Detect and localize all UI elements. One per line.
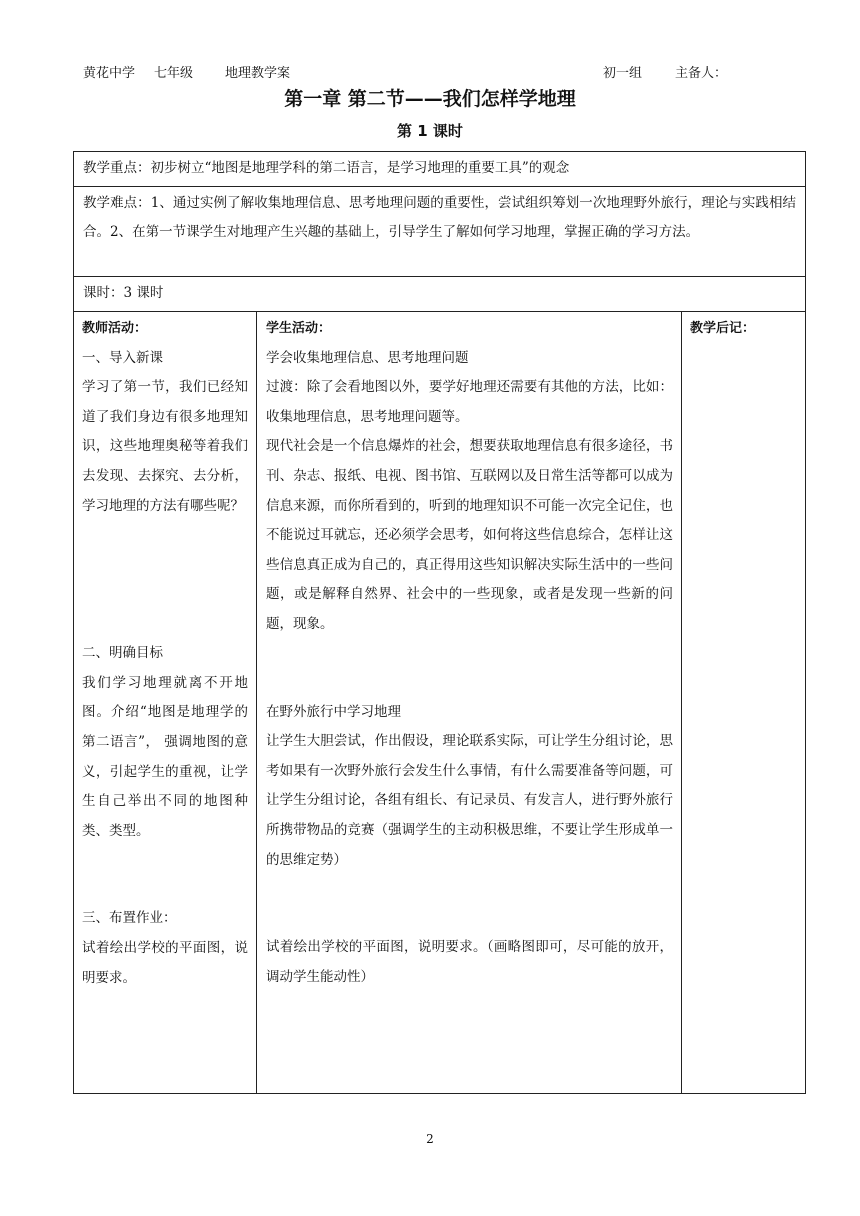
teacher-section2-text: 我们学习地理就离不开地图。介绍“地图是地理学的第二语言”， 强调地图的意义，引起学生的重视，让学生自己举出不同的地图种类、类型。 xyxy=(82,674,248,839)
teacher-section3-title: 三、布置作业： xyxy=(82,910,177,927)
student-section1-text1: 过渡：除了会看地图以外，要学好地理还需要有其他的方法，比如：收集地理信息，思考地理问题等。 xyxy=(266,379,673,425)
lesson-plan-table xyxy=(73,151,806,1094)
header-doc-type: 地理教学案 xyxy=(225,66,291,81)
teacher-section1-text: 学习了第一节，我们已经知道了我们身边有很多地理知识，这些地理奥秘等着我们去发现、去探究、去分析，学习地理的方法有哪些呢？ xyxy=(82,379,248,514)
header-preparer: 主备人： xyxy=(675,66,728,81)
page-number: 2 xyxy=(426,1132,434,1146)
page-title: 第一章 第二节——我们怎样学地理 xyxy=(284,88,576,110)
spacer xyxy=(82,521,248,639)
teaching-notes-heading: 教学后记： xyxy=(690,321,756,336)
class-hours-row xyxy=(74,277,805,312)
teaching-focus-row xyxy=(74,152,805,187)
header-school: 黄花中学 xyxy=(83,66,136,81)
teacher-section1-title: 一、导入新课 xyxy=(82,349,163,366)
page-subtitle: 第 1 课时 xyxy=(397,122,463,140)
class-hours-text: 课时：3 课时 xyxy=(83,285,164,301)
student-section1-title: 学会收集地理信息、思考地理问题 xyxy=(266,349,469,366)
teaching-difficulty-text: 教学难点：1、通过实例了解收集地理信息、思考地理问题的重要性，尝试组织筹划一次地理野外旅行，理论与实践相结合。2、在第一节课学生对地理产生兴趣的基础上，引导学生了解如何学习地理，掌握正确的学习方法。 xyxy=(83,195,796,240)
header-group: 初一组 xyxy=(603,66,643,81)
student-activity-heading: 学生活动： xyxy=(266,321,332,336)
student-section2-text: 让学生大胆尝试，作出假设，理论联系实际，可让学生分组讨论，思考如果有一次野外旅行会发生什么事情，有什么需要准备等问题，可让学生分组讨论，各组有组长、有记录员、有发言人，进行野外旅行所携带物品的竞赛（强调学生的主动积极思维，不要让学生形成单一的思维定势） xyxy=(266,733,673,868)
student-activity-column xyxy=(257,312,682,1093)
student-section2-title: 在野外旅行中学习地理 xyxy=(266,703,401,720)
teaching-notes-column xyxy=(682,312,805,1093)
teacher-section2-title: 二、明确目标 xyxy=(82,645,163,662)
teaching-focus-text: 教学重点：初步树立“地图是地理学科的第二语言，是学习地理的重要工具”的观念 xyxy=(83,160,570,176)
teacher-activity-column xyxy=(74,312,257,1093)
spacer xyxy=(82,846,248,904)
spacer xyxy=(266,875,673,933)
teaching-difficulty-row xyxy=(74,187,805,277)
header-grade: 七年级 xyxy=(154,66,194,81)
teacher-section3-text: 试着绘出学校的平面图，说明要求。 xyxy=(82,939,248,986)
student-section1-text2: 现代社会是一个信息爆炸的社会，想要获取地理信息有很多途径，书刊、杂志、报纸、电视、图书馆、互联网以及日常生活等都可以成为信息来源，而你所看到的，听到的地理知识不可能一次完全记住，也不能说过耳就忘，还必须学会思考，如何将这些信息综合，怎样让这些信息真正成为自己的，真正得用这些知识解决实际生活中的一些问题，或是解释自然界、社会中的一些现象，或者是发现一些新的问题，现象。 xyxy=(266,438,673,632)
spacer xyxy=(266,640,673,698)
student-section3-text: 试着绘出学校的平面图，说明要求。（画略图即可，尽可能的放开，调动学生能动性） xyxy=(266,939,673,985)
teacher-activity-heading: 教师活动： xyxy=(82,321,148,336)
